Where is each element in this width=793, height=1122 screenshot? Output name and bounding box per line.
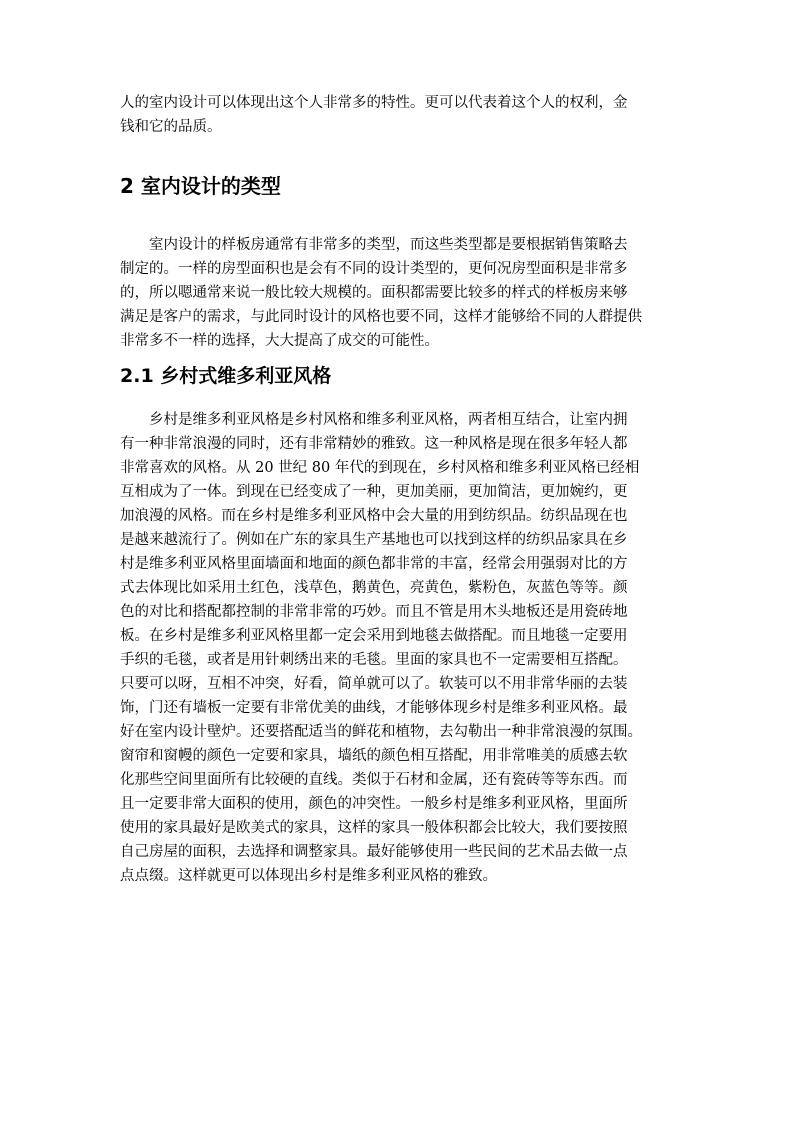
paragraph-line: 化那些空间里面所有比较硬的直线。类似于石材和金属，还有瓷砖等等东西。而 [120, 772, 628, 788]
paragraph-line: 人的室内设计可以体现出这个人非常多的特性。更可以代表着这个人的权利，金 [120, 95, 628, 111]
paragraph-line: 色的对比和搭配都控制的非常非常的巧妙。而且不管是用木头地板还是用瓷砖地 [120, 604, 628, 620]
paragraph-line: 饰，门还有墙板一定要有非常优美的曲线，才能够体现乡村是维多利亚风格。最 [120, 700, 628, 716]
paragraph-line: 非常喜欢的风格。从 20 世纪 80 年代的到现在，乡村风格和维多利亚风格已经相 [120, 460, 640, 476]
paragraph-line: 式去体现比如采用土红色，浅草色，鹅黄色，亮黄色，紫粉色，灰蓝色等等。颜 [120, 580, 628, 596]
paragraph-line: 乡村是维多利亚风格是乡村风格和维多利亚风格，两者相互结合，让室内拥 [149, 412, 628, 428]
paragraph-line: 手织的毛毯，或者是用针刺绣出来的毛毯。里面的家具也不一定需要相互搭配。 [120, 652, 628, 668]
paragraph-line: 钱和它的品质。 [120, 119, 222, 135]
section-heading: 2 室内设计的类型 [120, 174, 281, 198]
paragraph-line: 好在室内设计壁炉。还要搭配适当的鲜花和植物，去勾勒出一种非常浪漫的氛围。 [120, 724, 642, 740]
paragraph-line: 室内设计的样板房通常有非常多的类型，而这些类型都是要根据销售策略去 [149, 237, 628, 253]
paragraph-line: 且一定要非常大面积的使用，颜色的冲突性。一般乡村是维多利亚风格，里面所 [120, 796, 628, 812]
paragraph-line: 互相成为了一体。到现在已经变成了一种，更加美丽，更加简洁，更加婉约，更 [120, 484, 628, 500]
paragraph-line: 制定的。一样的房型面积也是会有不同的设计类型的，更何况房型面积是非常多 [120, 261, 628, 277]
paragraph-line: 的，所以嗯通常来说一般比较大规模的。面积都需要比较多的样式的样板房来够 [120, 285, 628, 301]
subsection-paragraph [120, 408, 675, 888]
paragraph-line: 板。在乡村是维多利亚风格里都一定会采用到地毯去做搭配。而且地毯一定要用 [120, 628, 628, 644]
paragraph-line: 非常多不一样的选择，大大提高了成交的可能性。 [120, 333, 439, 349]
paragraph-line: 使用的家具最好是欧美式的家具，这样的家具一般体积都会比较大，我们要按照 [120, 820, 628, 836]
paragraph-line: 加浪漫的风格。而在乡村是维多利亚风格中会大量的用到纺织品。纺织品现在也 [120, 508, 628, 524]
section-paragraph [120, 233, 675, 353]
paragraph-line: 满足是客户的需求，与此同时设计的风格也要不同，这样才能够给不同的人群提供 [120, 309, 642, 325]
paragraph-line: 窗帘和窗幔的颜色一定要和家具，墙纸的颜色相互搭配，用非常唯美的质感去软 [120, 748, 628, 764]
paragraph-line: 自己房屋的面积，去选择和调整家具。最好能够使用一些民间的艺术品去做一点 [120, 844, 628, 860]
subsection-heading: 2.1 乡村式维多利亚风格 [120, 365, 332, 387]
paragraph-line: 只要可以呀，互相不冲突，好看，简单就可以了。软装可以不用非常华丽的去装 [120, 676, 628, 692]
paragraph-line: 有一种非常浪漫的同时，还有非常精妙的雅致。这一种风格是现在很多年轻人都 [120, 436, 628, 452]
paragraph-line: 村是维多利亚风格里面墙面和地面的颜色都非常的丰富，经常会用强弱对比的方 [120, 556, 628, 572]
intro-paragraph [120, 91, 675, 139]
paragraph-line: 点点缀。这样就更可以体现出乡村是维多利亚风格的雅致。 [120, 868, 497, 884]
paragraph-line: 是越来越流行了。例如在广东的家具生产基地也可以找到这样的纺织品家具在乡 [120, 532, 628, 548]
